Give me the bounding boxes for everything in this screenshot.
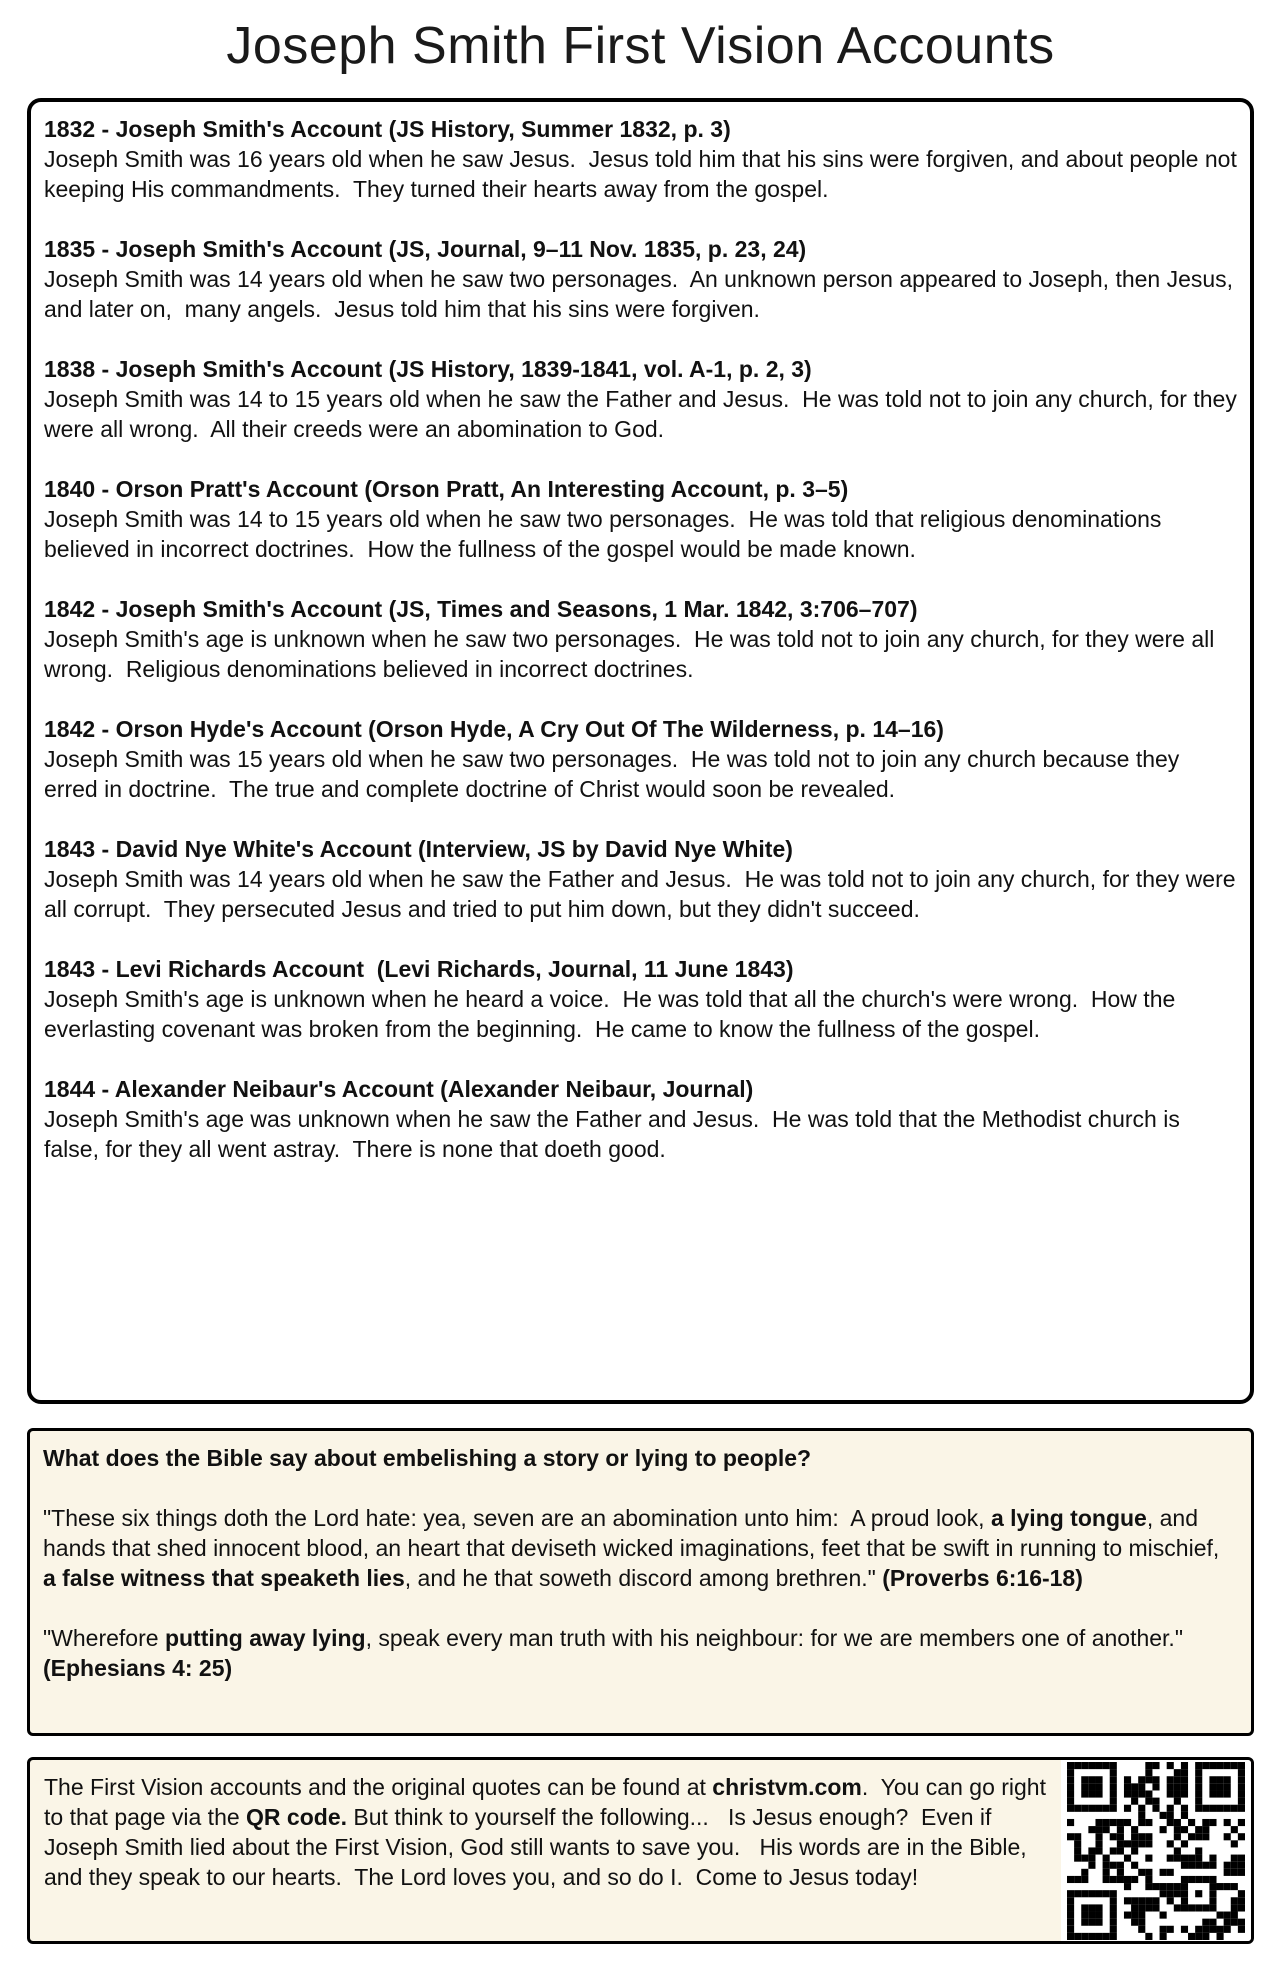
account-section-1843-richards [44, 954, 1237, 1044]
account-section-1843-white [44, 834, 1242, 924]
account-section-1842-hyde [44, 714, 1237, 804]
bible-quote-ephesians: "Wherefore putting away lying, speak every man truth with his neighbour: for we are members one of another." (Ephesians 4: 25) [43, 1625, 1190, 1681]
account-heading: 1840 - Orson Pratt's Account (Orson Pratt, An Interesting Account, p. 3–5) [44, 476, 849, 502]
account-body: Joseph Smith's age is unknown when he heard a voice. He was told that all the church's were wrong. How the everlasting covenant was broken from the beginning. He came to know the fullness of the gospel. [44, 986, 1182, 1042]
account-body: Joseph Smith's age was unknown when he saw the Father and Jesus. He was told that the Methodist church is false, for they all went astray. There is none that doeth good. [44, 1106, 1187, 1162]
bible-heading: What does the Bible say about embelishing a story or lying to people? [43, 1445, 812, 1471]
account-body: Joseph Smith was 14 to 15 years old when he saw two personages. He was told that religious denominations believed in incorrect doctrines. How the fullness of the gospel would be made known. [44, 506, 1168, 562]
account-section-1840 [44, 474, 1237, 564]
page-title: Joseph Smith First Vision Accounts [226, 17, 1055, 75]
account-section-1838 [44, 354, 1244, 444]
qr-code [1061, 1760, 1251, 1941]
footer-message: The First Vision accounts and the original quotes can be found at christvm.com. You can go right to that page via the QR code. But think to yourself the following... Is Jesus enough? Even if Joseph Smith lied about the First Vision, God still wants to save you. His words are in the Bible, and they speak to our hearts. The Lord loves you, and so do I. Come to Jesus today! [44, 1774, 1053, 1890]
account-body: Joseph Smith was 15 years old when he saw two personages. He was told not to join any church because they erred in doctrine. The true and complete doctrine of Christ would soon be revealed. [44, 746, 1186, 802]
account-heading: 1843 - Levi Richards Account (Levi Richards, Journal, 11 June 1843) [44, 956, 794, 982]
account-section-1835 [44, 234, 1240, 324]
account-heading: 1835 - Joseph Smith's Account (JS, Journal, 9–11 Nov. 1835, p. 23, 24) [44, 236, 807, 262]
accounts-box [27, 98, 1254, 1404]
account-body: Joseph Smith was 16 years old when he saw Jesus. Jesus told him that his sins were forgiven, and about people not keeping His commandments. They turned their hearts away from the gospel. [44, 146, 1244, 202]
account-section-1832 [44, 114, 1244, 204]
account-heading: 1844 - Alexander Neibaur's Account (Alexander Neibaur, Journal) [44, 1076, 754, 1102]
account-body: Joseph Smith was 14 years old when he saw two personages. An unknown person appeared to Joseph, then Jesus, and later on, many angels. Jesus told him that his sins were forgiven. [44, 266, 1240, 322]
bible-box [27, 1428, 1254, 1736]
account-heading: 1832 - Joseph Smith's Account (JS History, Summer 1832, p. 3) [44, 116, 731, 142]
account-heading: 1842 - Joseph Smith's Account (JS, Times and Seasons, 1 Mar. 1842, 3:706–707) [44, 596, 918, 622]
account-body: Joseph Smith was 14 years old when he saw the Father and Jesus. He was told not to join any church, for they were all corrupt. They persecuted Jesus and tried to put him down, but they didn't succeed. [44, 866, 1242, 922]
account-body: Joseph Smith's age is unknown when he saw two personages. He was told not to join any church, for they were all wrong. Religious denominations believed in incorrect doctrines. [44, 626, 1221, 682]
account-heading: 1842 - Orson Hyde's Account (Orson Hyde, A Cry Out Of The Wilderness, p. 14–16) [44, 716, 944, 742]
account-heading: 1838 - Joseph Smith's Account (JS History, 1839-1841, vol. A-1, p. 2, 3) [44, 356, 812, 382]
footer-box [27, 1757, 1254, 1944]
account-heading: 1843 - David Nye White's Account (Interview, JS by David Nye White) [44, 836, 793, 862]
account-body: Joseph Smith was 14 to 15 years old when he saw the Father and Jesus. He was told not to join any church, for they were all wrong. All their creeds were an abomination to God. [44, 386, 1244, 442]
account-section-1842-js [44, 594, 1237, 684]
bible-quote-proverbs: "These six things doth the Lord hate: yea, seven are an abomination unto him: A proud look, a lying tongue, and hands that shed innocent blood, an heart that deviseth wicked imaginations, feet that be swift in running to mischief, a false witness that speaketh lies, and he that soweth discord among brethren." (Proverbs 6:16-18) [43, 1505, 1226, 1591]
account-section-1844 [44, 1074, 1237, 1164]
